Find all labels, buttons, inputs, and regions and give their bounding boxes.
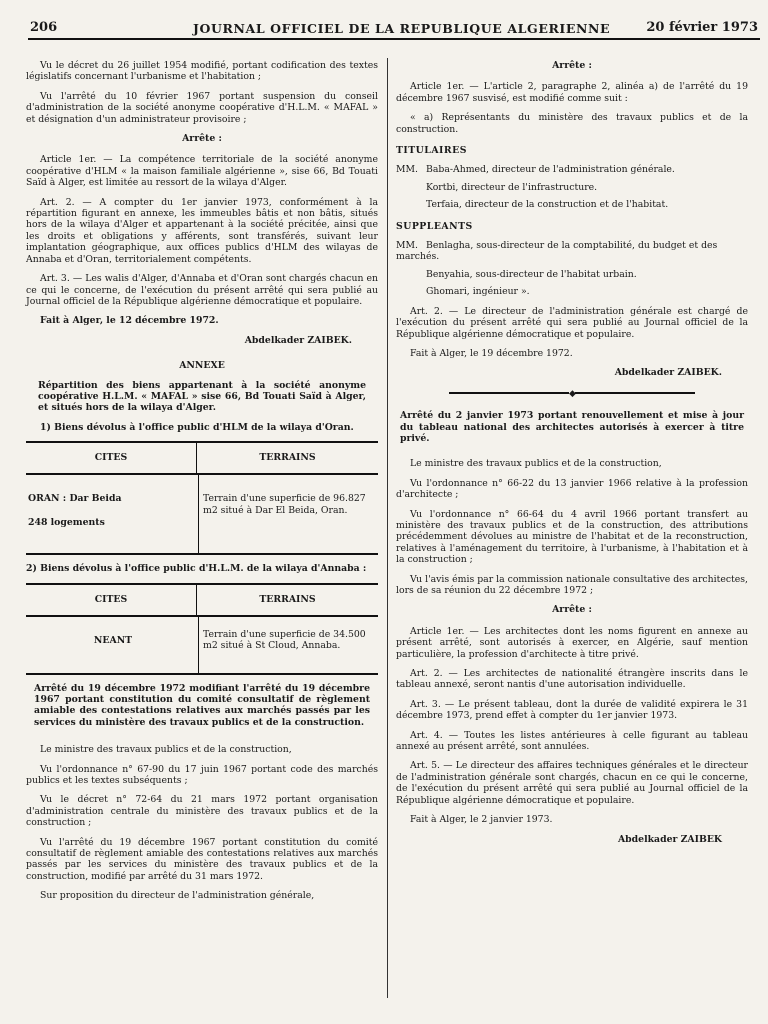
arrete-title: Arrêté du 19 décembre 1972 modifiant l'arrêté du 19 décembre 1967 portant constitution du comité consultatif de règlement amiable des contestations relatives aux marchés passés par les services du ministère des travaux publics et de la construction.	[34, 682, 370, 728]
journal-title: JOURNAL OFFICIEL DE LA REPUBLIQUE ALGERIENNE	[193, 21, 611, 36]
minister-line: Le ministre des travaux publics et de la construction,	[40, 744, 292, 756]
article-5: Art. 5. — Le directeur des affaires techniques générales et le directeur de l'administration générale sont chargés, chacun en ce qui le concerne, de l'exécution du présent arrêté qui sera publié au Journal officiel de la République algérienne démocratique et populaire.	[396, 760, 748, 806]
table-cell-terrain: Terrain d'une superficie de 34.500 m2 situé à St Cloud, Annaba.	[203, 628, 366, 651]
right-column	[396, 60, 748, 853]
arrete-title: Arrêté du 2 janvier 1973 portant renouvellement et mise à jour du tableau national des architectes autorisés à exercer à titre privé.	[400, 410, 744, 444]
biens-annaba: 2) Biens dévolus à l'office public d'H.L.M. de la wilaya d'Annaba :	[26, 563, 367, 575]
issue-date: 20 février 1973	[646, 20, 758, 35]
quote: « a) Représentants du ministère des travaux publics et de la construction.	[396, 112, 748, 135]
suppleants-heading: SUPPLEANTS	[396, 220, 473, 232]
table-cell-cite: NEANT	[26, 617, 199, 673]
signature: Abdelkader ZAIBEK.	[244, 334, 352, 346]
mm-prefix: MM.	[396, 240, 418, 252]
cite-name: ORAN : Dar Beida	[28, 493, 122, 505]
member: Benyahia, sous-directeur de l'habitat urbain.	[426, 268, 637, 280]
vu-paragraph: Vu l'ordonnance n° 66-22 du 13 janvier 1966 relative à la profession d'architecte ;	[396, 477, 748, 501]
article-2: Art. 2. — Le directeur de l'administration générale est chargé de l'exécution du présent arrêté qui sera publié au Journal officiel de la République algérienne démocratique et populaire.	[396, 305, 748, 340]
signature: Abdelkader ZAIBEK	[617, 833, 722, 845]
signature-date: Fait à Alger, le 2 janvier 1973.	[410, 814, 553, 826]
vu-paragraph: Vu le décret n° 72-64 du 21 mars 1972 portant organisation d'administration centrale du ministère des travaux publics et de la construction ;	[26, 794, 378, 829]
table-oran	[26, 441, 378, 555]
article-3: Art. 3. — Le présent tableau, dont la durée de validité expirera le 31 décembre 1973, prend effet à compter du 1er janvier 1973.	[396, 698, 748, 722]
vu-paragraph: Vu l'ordonnance n° 66-64 du 4 avril 1966 portant transfert au ministère des travaux publics et de la construction, des attributions précédemment dévolues au ministre de l'habitat et de la reconstruction, relatives à l'aménagement du territoire, à l'urbanisme, à l'habitation et à la construction ;	[396, 508, 748, 566]
article-1: Article 1er. — Les architectes dont les noms figurent en annexe au présent arrêté, sont autorisés à exercer, en Algérie, sauf mention particulière, la profession d'architecte à titre privé.	[396, 625, 748, 660]
left-column	[26, 60, 378, 910]
table-cell-terrain: Terrain d'une superficie de 96.827 m2 situé à Dar El Beida, Oran.	[203, 493, 366, 516]
member: Kortbi, directeur de l'infrastructure.	[426, 181, 598, 193]
titulaires-heading: TITULAIRES	[396, 145, 467, 157]
paragraph: Vu le décret du 26 juillet 1954 modifié, portant codification des textes législatifs concernant l'urbanisme et l'habitation ;	[26, 60, 378, 83]
table-annaba	[26, 583, 378, 675]
table-header-cites: CITES	[26, 443, 197, 473]
article-2: Art. 2. — A compter du 1er janvier 1973, conformément à la répartition figurant en annexe, les immeubles bâtis et non bâtis, situés hors de la wilaya d'Alger et appartenant à la société précitée, ainsi que les droits et obligations y afférents, sont transférés, suivant leur implantation géographique, aux offices publics d'HLM des wilayas de Annaba et d'Oran, territorialement compétents.	[26, 196, 378, 265]
table-cell-cite	[26, 475, 199, 553]
list-item	[396, 240, 748, 263]
separator-ornament: ◆	[396, 389, 748, 400]
page-header	[28, 20, 760, 40]
article-1: Article 1er. — L'article 2, paragraphe 2, alinéa a) de l'arrêté du 19 décembre 1967 susvisé, est modifié comme suit :	[396, 81, 748, 104]
annexe-heading: ANNEXE	[179, 360, 225, 372]
member: Ghomari, ingénieur ».	[426, 286, 530, 298]
cite-count: 248 logements	[28, 516, 105, 528]
member: Terfaia, directeur de la construction et de l'habitat.	[426, 199, 669, 211]
table-header-terrains: TERRAINS	[259, 452, 316, 464]
proposition: Sur proposition du directeur de l'administration générale,	[40, 890, 315, 902]
member: Benlagha, sous-directeur de la comptabilité, du budget et des marchés.	[396, 240, 718, 263]
mm-prefix: MM.	[396, 164, 418, 176]
vu-paragraph: Vu l'ordonnance n° 67-90 du 17 juin 1967 portant code des marchés publics et les textes subséquents ;	[26, 763, 378, 786]
arrete-heading: Arrête :	[552, 60, 592, 71]
column-divider	[387, 58, 388, 998]
vu-paragraph: Vu l'avis émis par la commission nationale consultative des architectes, lors de sa réunion du 22 décembre 1972 ;	[396, 573, 748, 596]
table-header-terrains: TERRAINS	[259, 593, 316, 605]
vu-paragraph: Vu l'arrêté du 19 décembre 1967 portant constitution du comité consultatif de règlement amiable des contestations relatives aux marchés passés par les services du ministère des travaux publics et de la construction, modifié par arrêté du 31 mars 1972.	[26, 836, 378, 882]
article-3: Art. 3. — Les walis d'Alger, d'Annaba et d'Oran sont chargés chacun en ce qui le concerne, de l'exécution du présent arrêté qui sera publié au Journal officiel de la République algérienne démocratique et populaire.	[26, 273, 378, 307]
signature-date: Fait à Alger, le 12 décembre 1972.	[40, 315, 219, 327]
page-number: 206	[30, 20, 58, 35]
biens-oran: 1) Biens dévolus à l'office public d'HLM de la wilaya d'Oran.	[40, 421, 354, 433]
signature-date: Fait à Alger, le 19 décembre 1972.	[410, 347, 573, 359]
member: Baba-Ahmed, directeur de l'administration générale.	[426, 164, 675, 176]
arrete-heading: Arrête :	[182, 133, 222, 145]
article-1: Article 1er. — La compétence territoriale de la société anonyme coopérative d'HLM « la maison familiale algérienne », sise 66, Bd Touati Saïd à Alger, est limitée au ressort de la wilaya d'Alger.	[26, 154, 378, 189]
signature: Abdelkader ZAIBEK.	[614, 367, 722, 379]
arrete-heading: Arrête :	[552, 604, 592, 616]
minister-line: Le ministre des travaux publics et de la construction,	[410, 458, 662, 470]
paragraph: Vu l'arrêté du 10 février 1967 portant suspension du conseil d'administration de la société anonyme coopérative d'H.L.M. « MAFAL » et désignation d'un administrateur provisoire ;	[26, 90, 378, 125]
table-header-cites: CITES	[26, 585, 197, 615]
article-4: Art. 4. — Toutes les listes antérieures à celle figurant au tableau annexé au présent arrêté, sont annulées.	[396, 729, 748, 753]
article-2: Art. 2. — Les architectes de nationalité étrangère inscrits dans le tableau annexé, seront nantis d'une autorisation individuelle.	[396, 668, 748, 691]
list-item	[396, 164, 748, 175]
annexe-description: Répartition des biens appartenant à la société anonyme coopérative H.L.M. « MAFAL » sise 66, Bd Touati Saïd à Alger, et situés hors de la wilaya d'Alger.	[38, 379, 366, 414]
